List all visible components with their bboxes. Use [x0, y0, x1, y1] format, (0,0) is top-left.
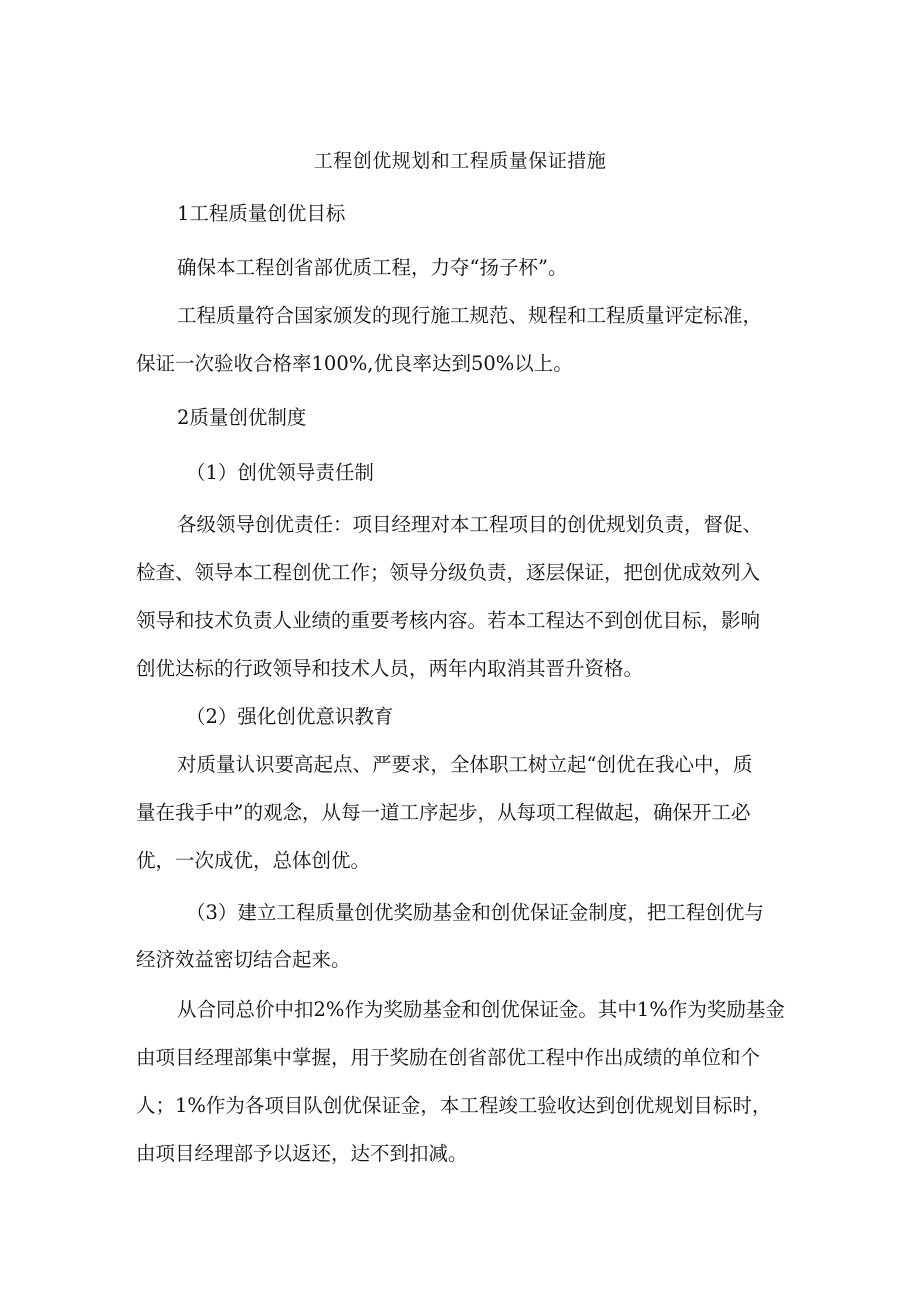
- section-heading-2: 2质量创优制度: [177, 406, 307, 429]
- section-heading-1: 1工程质量创优目标: [177, 202, 346, 225]
- paragraph-line: 人；1%作为各项目队创优保证金，本工程竣工验收达到创优规划目标时，: [136, 1094, 772, 1117]
- paragraph-line: 从合同总价中扣2%作为奖励基金和创优保证金。其中1%作为奖励基金: [177, 998, 785, 1021]
- paragraph-line: 领导和技术负责人业绩的重要考核内容。若本工程达不到创优目标，影响: [136, 609, 761, 632]
- paragraph-line: 确保本工程创省部优质工程，力夺“扬子杯”。: [177, 256, 568, 279]
- paragraph-line: 创优达标的行政领导和技术人员，两年内取消其晋升资格。: [136, 657, 644, 680]
- paragraph-line: 由项目经理部予以返还，达不到扣减。: [136, 1142, 468, 1165]
- paragraph-line: 对质量认识要高起点、严要求，全体职工树立起“创优在我心中，质: [177, 753, 753, 776]
- paragraph-line: 优，一次成优，总体创优。: [136, 849, 371, 872]
- document-title: 工程创优规划和工程质量保证措施: [313, 150, 607, 172]
- subsection-heading-2: （2）强化创优意识教育: [186, 705, 394, 728]
- paragraph-line: 工程质量符合国家颁发的现行施工规范、规程和工程质量评定标准，: [177, 304, 763, 327]
- subsection-heading-1: （1）创优领导责任制: [186, 461, 374, 484]
- paragraph-line: 各级领导创优责任：项目经理对本工程项目的创优规划负责，督促、: [177, 513, 763, 536]
- paragraph-line: 检查、领导本工程创优工作；领导分级负责，逐层保证，把创优成效列入: [136, 561, 761, 584]
- subsection-heading-3: （3）建立工程质量创优奖励基金和创优保证金制度，把工程创优与: [186, 901, 764, 924]
- paragraph-line: 量在我手中”的观念，从每一道工序起步，从每项工程做起，确保开工必: [136, 801, 751, 824]
- paragraph-line: 由项目经理部集中掌握，用于奖励在创省部优工程中作出成绩的单位和个: [136, 1046, 761, 1069]
- paragraph-line: 保证一次验收合格率100%,优良率达到50%以上。: [136, 352, 573, 375]
- paragraph-line: 经济效益密切结合起来。: [136, 948, 351, 971]
